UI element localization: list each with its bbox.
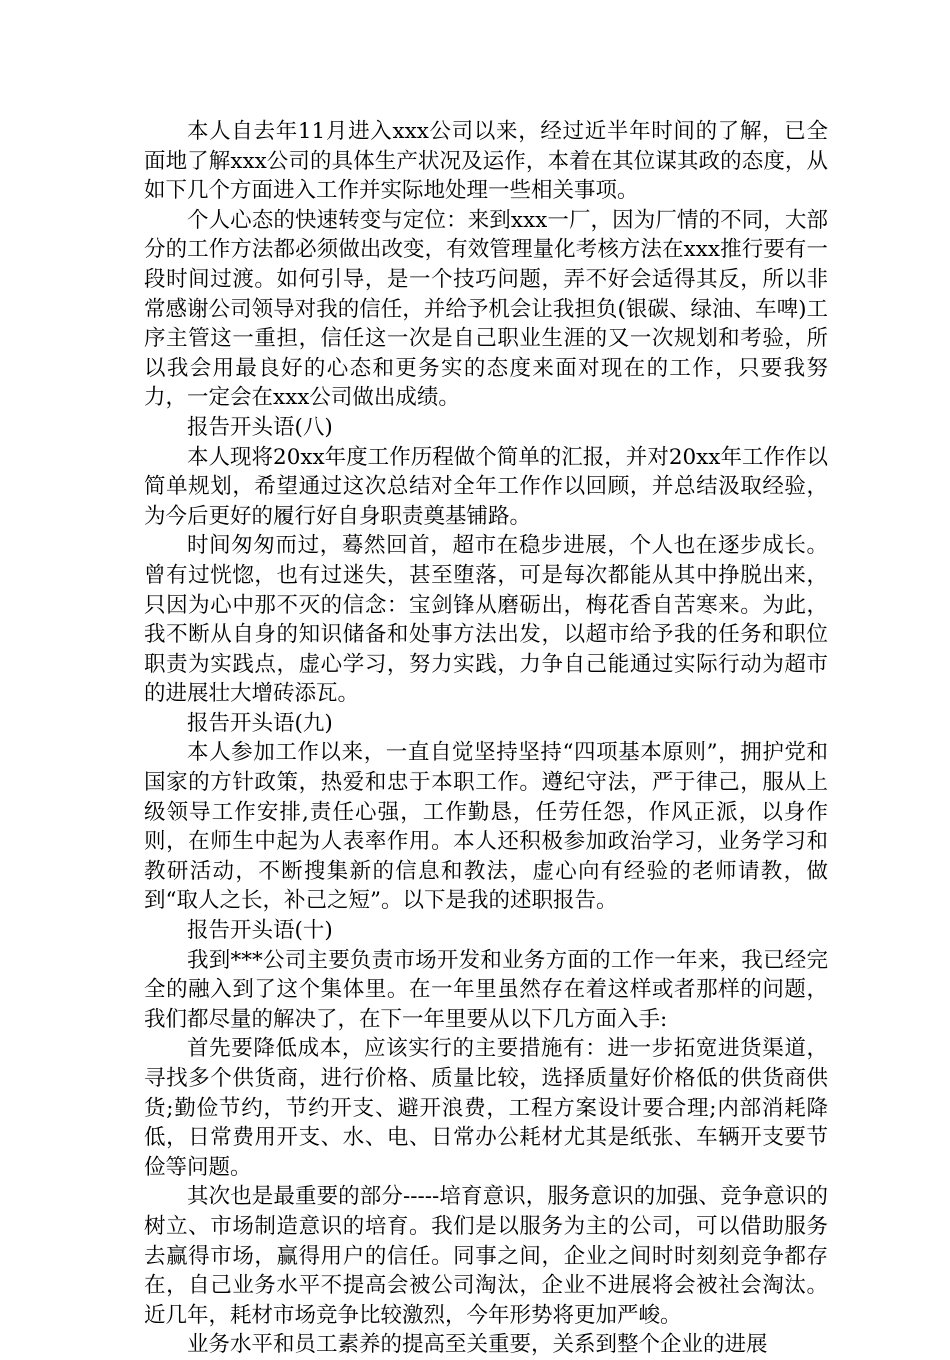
section-heading: 报告开头语(九)	[187, 710, 333, 736]
paragraph: 个人心态的快速转变与定位：来到xxx一厂，因为厂情的不同，大部分的工作方法都必须做出改变，有效管理量化考核方法在xxx推行要有一段时间过渡。如何引导，是一个技巧问题，弄不好会适得其反，所以非常感谢公司领导对我的信任，并给予机会让我担负(银碳、绿油、车啤)工序主管这一重担，信任这一次是自己职业生涯的又一次规划和考验，所以我会用最良好的心态和更务实的态度来面对现在的工作，只要我努力，一定会在xxx公司做出成绩。	[144, 207, 828, 411]
section-heading: 报告开头语(十)	[187, 918, 333, 944]
paragraph: 本人参加工作以来，一直自觉坚持坚持“四项基本原则”，拥护党和国家的方针政策，热爱和忠于本职工作。遵纪守法，严于律己，服从上级领导工作安排,责任心强，工作勤恳，任劳任怨，作风正派，以身作则，在师生中起为人表率作用。本人还积极参加政治学习，业务学习和教研活动，不断搜集新的信息和教法，虚心向有经验的老师请教，做到“取人之长，补己之短”。以下是我的述职报告。	[144, 740, 828, 914]
paragraph: 首先要降低成本，应该实行的主要措施有：进一步拓宽进货渠道，寻找多个供货商，进行价格、质量比较，选择质量好价格低的供货商供货;勤俭节约，节约开支、避开浪费，工程方案设计要合理;内部消耗降低，日常费用开支、水、电、日常办公耗材尤其是纸张、车辆开支要节俭等问题。	[144, 1036, 828, 1180]
paragraph: 其次也是最重要的部分-----培育意识，服务意识的加强、竞争意识的树立、市场制造意识的培育。我们是以服务为主的公司，可以借助服务去赢得市场，赢得用户的信任。同事之间，企业之间时时刻刻竞争都存在，自己业务水平不提高会被公司淘汰，企业不进展将会被社会淘汰。近几年，耗材市场竞争比较激烈，今年形势将更加严峻。	[144, 1184, 828, 1328]
paragraph: 本人现将20xx年度工作历程做个简单的汇报，并对20xx年工作作以简单规划，希望通过这次总结对全年工作作以回顾，并总结汲取经验，为今后更好的履行好自身职责奠基铺路。	[144, 444, 828, 529]
paragraph: 时间匆匆而过，蓦然回首，超市在稳步进展，个人也在逐步成长。曾有过恍惚，也有过迷失，甚至堕落，可是每次都能从其中挣脱出来，只因为心中那不灭的信念：宝剑锋从磨砺出，梅花香自苦寒来。为此，我不断从自身的知识储备和处事方法出发，以超市给予我的任务和职位职责为实践点，虚心学习，努力实践，力争自己能通过实际行动为超市的进展壮大增砖添瓦。	[144, 533, 828, 707]
document-page	[144, 117, 828, 1360]
paragraph: 业务水平和员工素养的提高至关重要，关系到整个企业的进展	[187, 1332, 768, 1358]
paragraph: 我到***公司主要负责市场开发和业务方面的工作一年来，我已经完全的融入到了这个集体里。在一年里虽然存在着这样或者那样的问题，我们都尽量的解决了，在下一年里要从以下几方面入手:	[144, 947, 828, 1032]
section-heading: 报告开头语(八)	[187, 414, 333, 440]
paragraph: 本人自去年11月进入xxx公司以来，经过近半年时间的了解，已全面地了解xxx公司的具体生产状况及运作，本着在其位谋其政的态度，从如下几个方面进入工作并实际地处理一些相关事项。	[144, 119, 828, 204]
